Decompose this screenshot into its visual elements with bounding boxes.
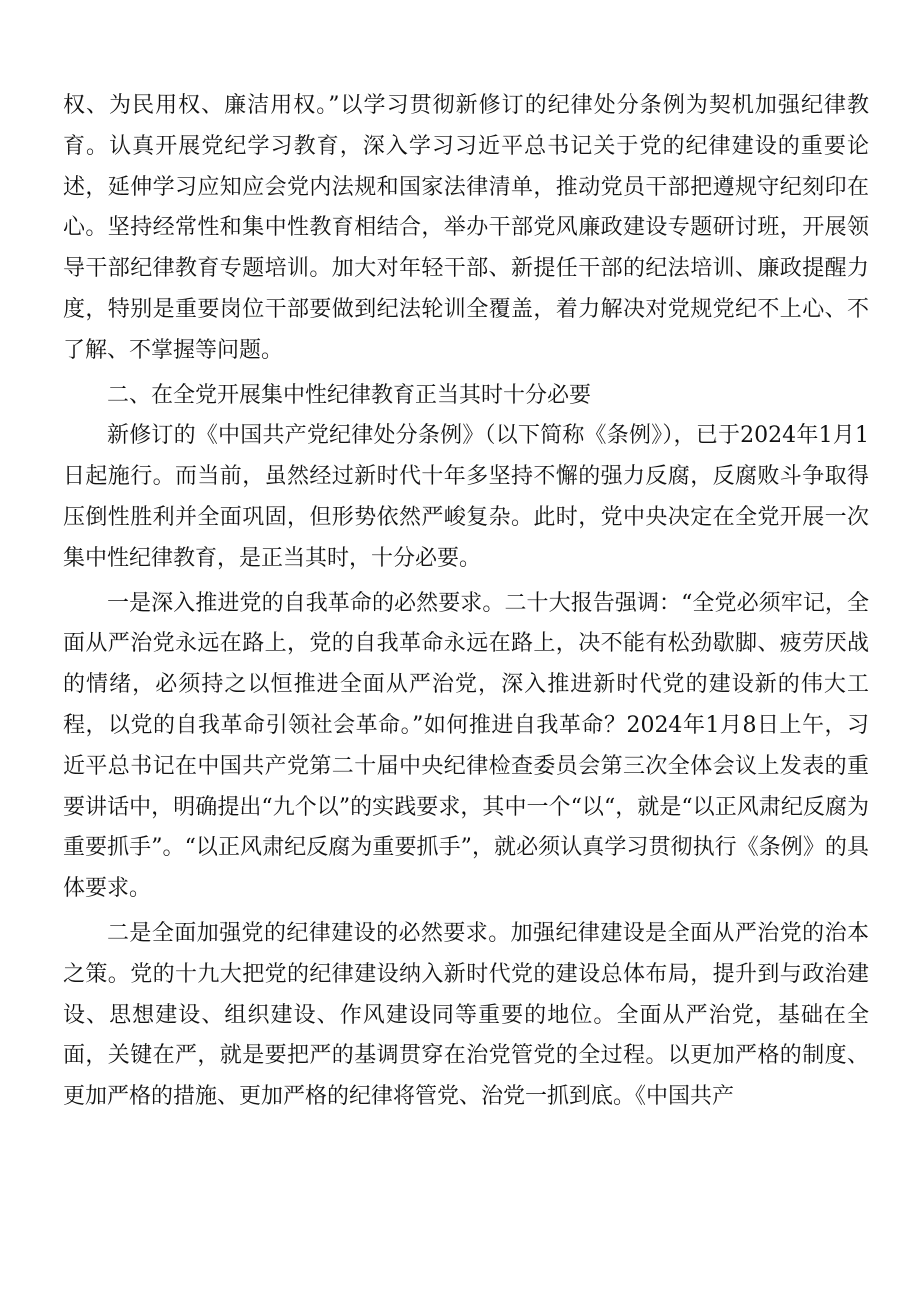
section-heading-two: 二、在全党开展集中性纪律教育正当其时十分必要 [107, 382, 592, 408]
paragraph-self-revolution: 一是深入推进党的自我革命的必然要求。二十大报告强调：“全党必须牢记，全面从严治党永远在路上，党的自我革命永远在路上，决不能有松劲歇脚、疲劳厌战的情绪，必须持之以恒推进全面从严治党，深入推进新时代党的建设新的伟大工程，以党的自我革命引领社会革命。”如何推进自我革命？2024年1月8日上午，习近平总书记在中国共产党第二十届中央纪律检查委员会第三次全体会议上发表的重要讲话中，明确提出“九个以”的实践要求，其中一个“以“，就是“以正风肃纪反腐为重要抓手”。“以正风肃纪反腐为重要抓手”，就必须认真学习贯彻执行《条例》的具体要求。 [63, 590, 869, 902]
document-body [63, 86, 869, 1118]
paragraph-regulations-intro: 新修订的《中国共产党纪律处分条例》（以下简称《条例》），已于2024年1月1日起施行。而当前，虽然经过新时代十年多坚持不懈的强力反腐，反腐败斗争取得压倒性胜利并全面巩固，但形势依然严峻复杂。此时，党中央决定在全党开展一次集中性纪律教育，是正当其时，十分必要。 [63, 423, 869, 571]
paragraph-discipline-building: 二是全面加强党的纪律建设的必然要求。加强纪律建设是全面从严治党的治本之策。党的十九大把党的纪律建设纳入新时代党的建设总体布局，提升到与政治建设、思想建设、组织建设、作风建设同等重要的地位。全面从严治党，基础在全面，关键在严，就是要把严的基调贯穿在治党管党的全过程。以更加严格的制度、更加严格的措施、更加严格的纪律将管党、治党一抓到底。《中国共产 [63, 920, 869, 1110]
paragraph-discipline-education: 权、为民用权、廉洁用权。”以学习贯彻新修订的纪律处分条例为契机加强纪律教育。认真开展党纪学习教育，深入学习习近平总书记关于党的纪律建设的重要论述，延伸学习应知应会党内法规和国家法律清单，推动党员干部把遵规守纪刻印在心。坚持经常性和集中性教育相结合，举办干部党风廉政建设专题研讨班，开展领导干部纪律教育专题培训。加大对年轻干部、新提任干部的纪法培训、廉政提醒力度，特别是重要岗位干部要做到纪法轮训全覆盖，着力解决对党规党纪不上心、不了解、不掌握等问题。 [63, 93, 869, 363]
